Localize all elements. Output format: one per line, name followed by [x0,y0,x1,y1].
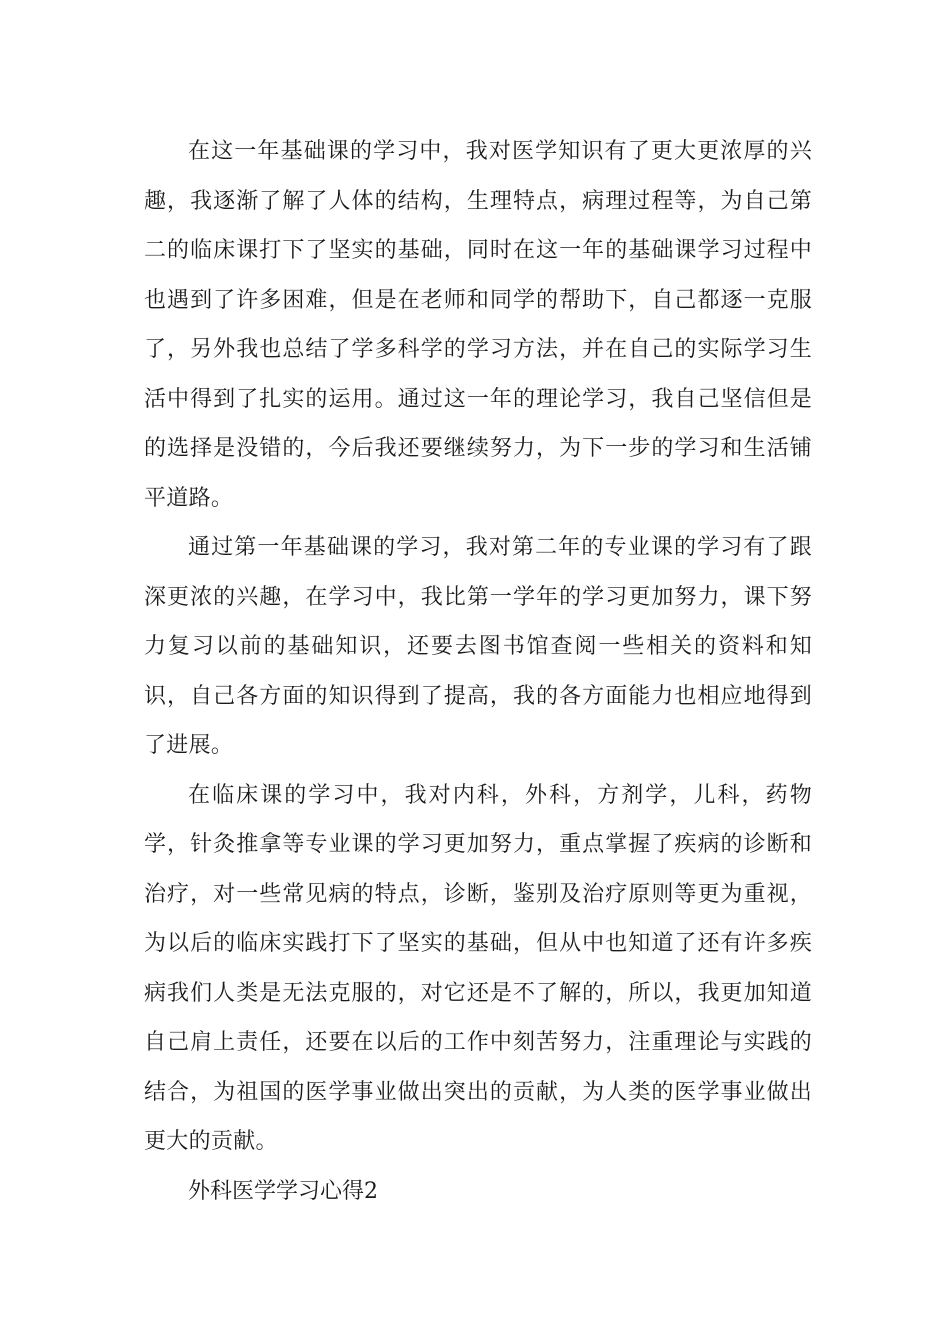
paragraph-3: 在临床课的学习中，我对内科，外科，方剂学，儿科，药物学，针灸推拿等专业课的学习更加努力，重点掌握了疾病的诊断和治疗，对一些常见病的特点，诊断，鉴别及治疗原则等更为重视，为以后的临床实践打下了坚实的基础，但从中也知道了还有许多疾病我们人类是无法克服的，对它还是不了解的，所以，我更加知道自己肩上责任，还要在以后的工作中刻苦努力，注重理论与实践的结合，为祖国的医学事业做出突出的贡献，为人类的医学事业做出更大的贡献。 [144,782,812,1154]
document-body [144,127,812,1216]
paragraph-2: 通过第一年基础课的学习，我对第二年的专业课的学习有了跟深更浓的兴趣，在学习中，我比第一学年的学习更加努力，课下努力复习以前的基础知识，还要去图书馆查阅一些相关的资料和知识，自己各方面的知识得到了提高，我的各方面能力也相应地得到了进展。 [144,535,812,758]
section-heading: 外科医学学习心得2 [188,1178,378,1204]
paragraph-1: 在这一年基础课的学习中，我对医学知识有了更大更浓厚的兴趣，我逐渐了解了人体的结构，生理特点，病理过程等，为自己第二的临床课打下了坚实的基础，同时在这一年的基础课学习过程中也遇到了许多困难，但是在老师和同学的帮助下，自己都逐一克服了，另外我也总结了学多科学的学习方法，并在自己的实际学习生活中得到了扎实的运用。通过这一年的理论学习，我自己坚信但是的选择是没错的，今后我还要继续努力，为下一步的学习和生活铺平道路。 [144,139,812,511]
